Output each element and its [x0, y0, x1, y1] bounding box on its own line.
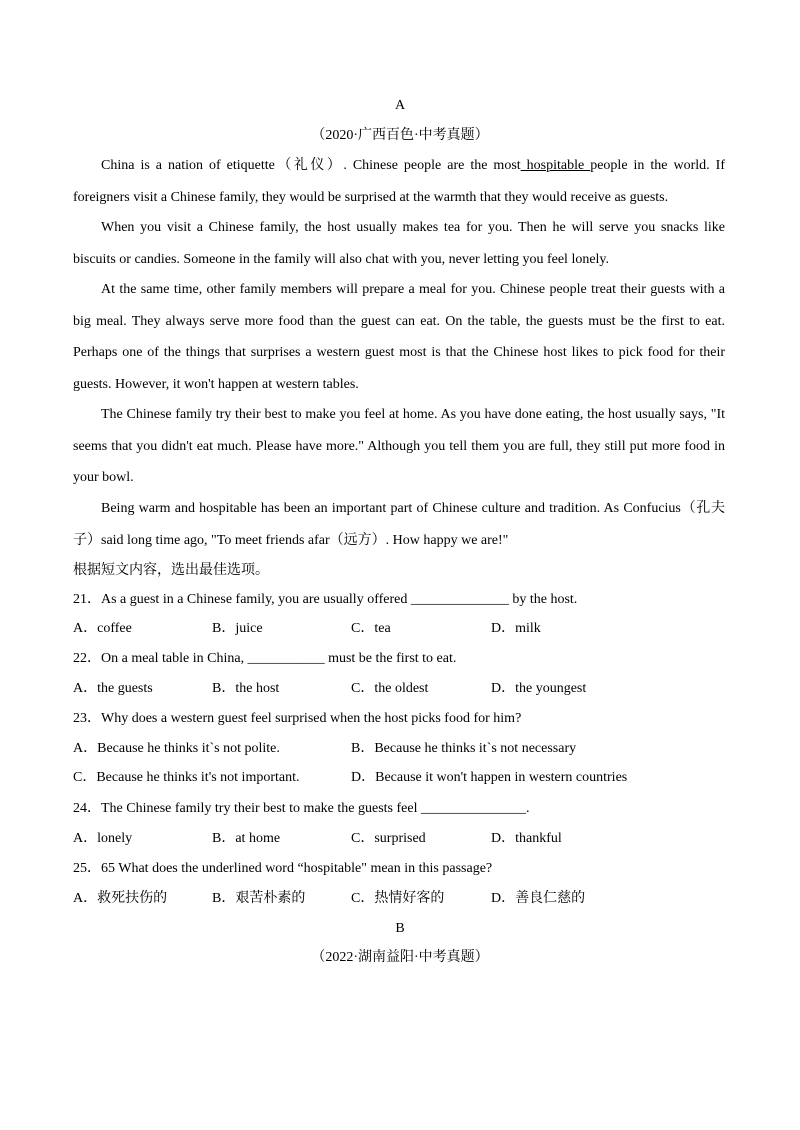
instruction: 根据短文内容，选出最佳选项。: [73, 563, 269, 578]
q24-option-c[interactable]: C．surprised: [351, 831, 426, 846]
q23-option-a[interactable]: A．Because he thinks it`s not polite.: [73, 741, 280, 756]
q25-option-d[interactable]: D．善良仁慈的: [491, 891, 586, 906]
q23-option-b[interactable]: B．Because he thinks it`s not necessary: [351, 741, 577, 756]
question-23-stem: 23．Why does a western guest feel surprised when the host picks food for him?: [73, 711, 522, 726]
section-b-source: （2022·湖南益阳·中考真题）: [311, 950, 489, 965]
q22-option-c[interactable]: C．the oldest: [351, 681, 429, 696]
q22-option-a[interactable]: A．the guests: [73, 681, 153, 696]
q25-option-b[interactable]: B．艰苦朴素的: [212, 891, 306, 906]
q21-option-a[interactable]: A．coffee: [73, 621, 132, 636]
q21-option-b[interactable]: B．juice: [212, 621, 263, 636]
q21-option-d[interactable]: D．milk: [491, 621, 541, 636]
passage-paragraph-2: When you visit a Chinese family, the host usually makes tea for you. Then he will serve you snacks like biscuits or candies. Someone in the family will also chat with you, never letting you feel lonely.: [73, 220, 725, 267]
section-a-source: （2020·广西百色·中考真题）: [311, 128, 489, 143]
q23-option-c[interactable]: C．Because he thinks it's not important.: [73, 770, 300, 785]
q24-option-b[interactable]: B．at home: [212, 831, 281, 846]
q23-option-d[interactable]: D．Because it won't happen in western countries: [351, 770, 628, 785]
passage-paragraph-4: The Chinese family try their best to make you feel at home. As you have done eating, the host usually says, "It seems that you didn't eat much. Please have more." Although you tell them you are full, they still put more food in your bowl.: [73, 407, 725, 485]
q25-option-c[interactable]: C．热情好客的: [351, 891, 445, 906]
q21-option-c[interactable]: C．tea: [351, 621, 391, 636]
underlined-word-hospitable: hospitable: [520, 158, 591, 173]
q22-option-b[interactable]: B．the host: [212, 681, 280, 696]
section-b-label: B: [395, 921, 405, 936]
paragraph-1-text-end: people in the world. If foreigners visit a Chinese family, they would be surprised at the warmth that they would receive as guests.: [73, 158, 726, 205]
question-21-stem: 21．As a guest in a Chinese family, you are usually offered ______________ by the host.: [73, 592, 578, 607]
q25-option-a[interactable]: A．救死扶伤的: [73, 891, 168, 906]
q22-option-d[interactable]: D．the youngest: [491, 681, 587, 696]
passage-paragraph-3: At the same time, other family members will prepare a meal for you. Chinese people treat their guests with a big meal. They always serve more food than the guest can eat. On the table, the guests must be the first to eat. Perhaps one of the things that surprises a western guest most is that the Chinese host likes to pick food for their guests. However, it won't happen at western tables.: [73, 282, 725, 392]
q24-option-a[interactable]: A．lonely: [73, 831, 133, 846]
question-25-stem: 25．65 What does the underlined word “hospitable" mean in this passage?: [73, 861, 493, 876]
section-a-label: A: [394, 98, 406, 113]
passage-paragraph-5: Being warm and hospitable has been an important part of Chinese culture and tradition. As Confucius（孔夫子）said long time ago, "To meet friends afar（远方）. How happy we are!": [73, 501, 725, 548]
passage-paragraph-1: [73, 150, 725, 213]
q24-option-d[interactable]: D．thankful: [491, 831, 562, 846]
question-24-stem: 24．The Chinese family try their best to make the guests feel _______________.: [73, 801, 530, 816]
question-22-stem: 22．On a meal table in China, ___________ must be the first to eat.: [73, 651, 457, 666]
paragraph-1-text-start: China is a nation of etiquette（礼仪）. Chinese people are the most: [101, 158, 521, 173]
